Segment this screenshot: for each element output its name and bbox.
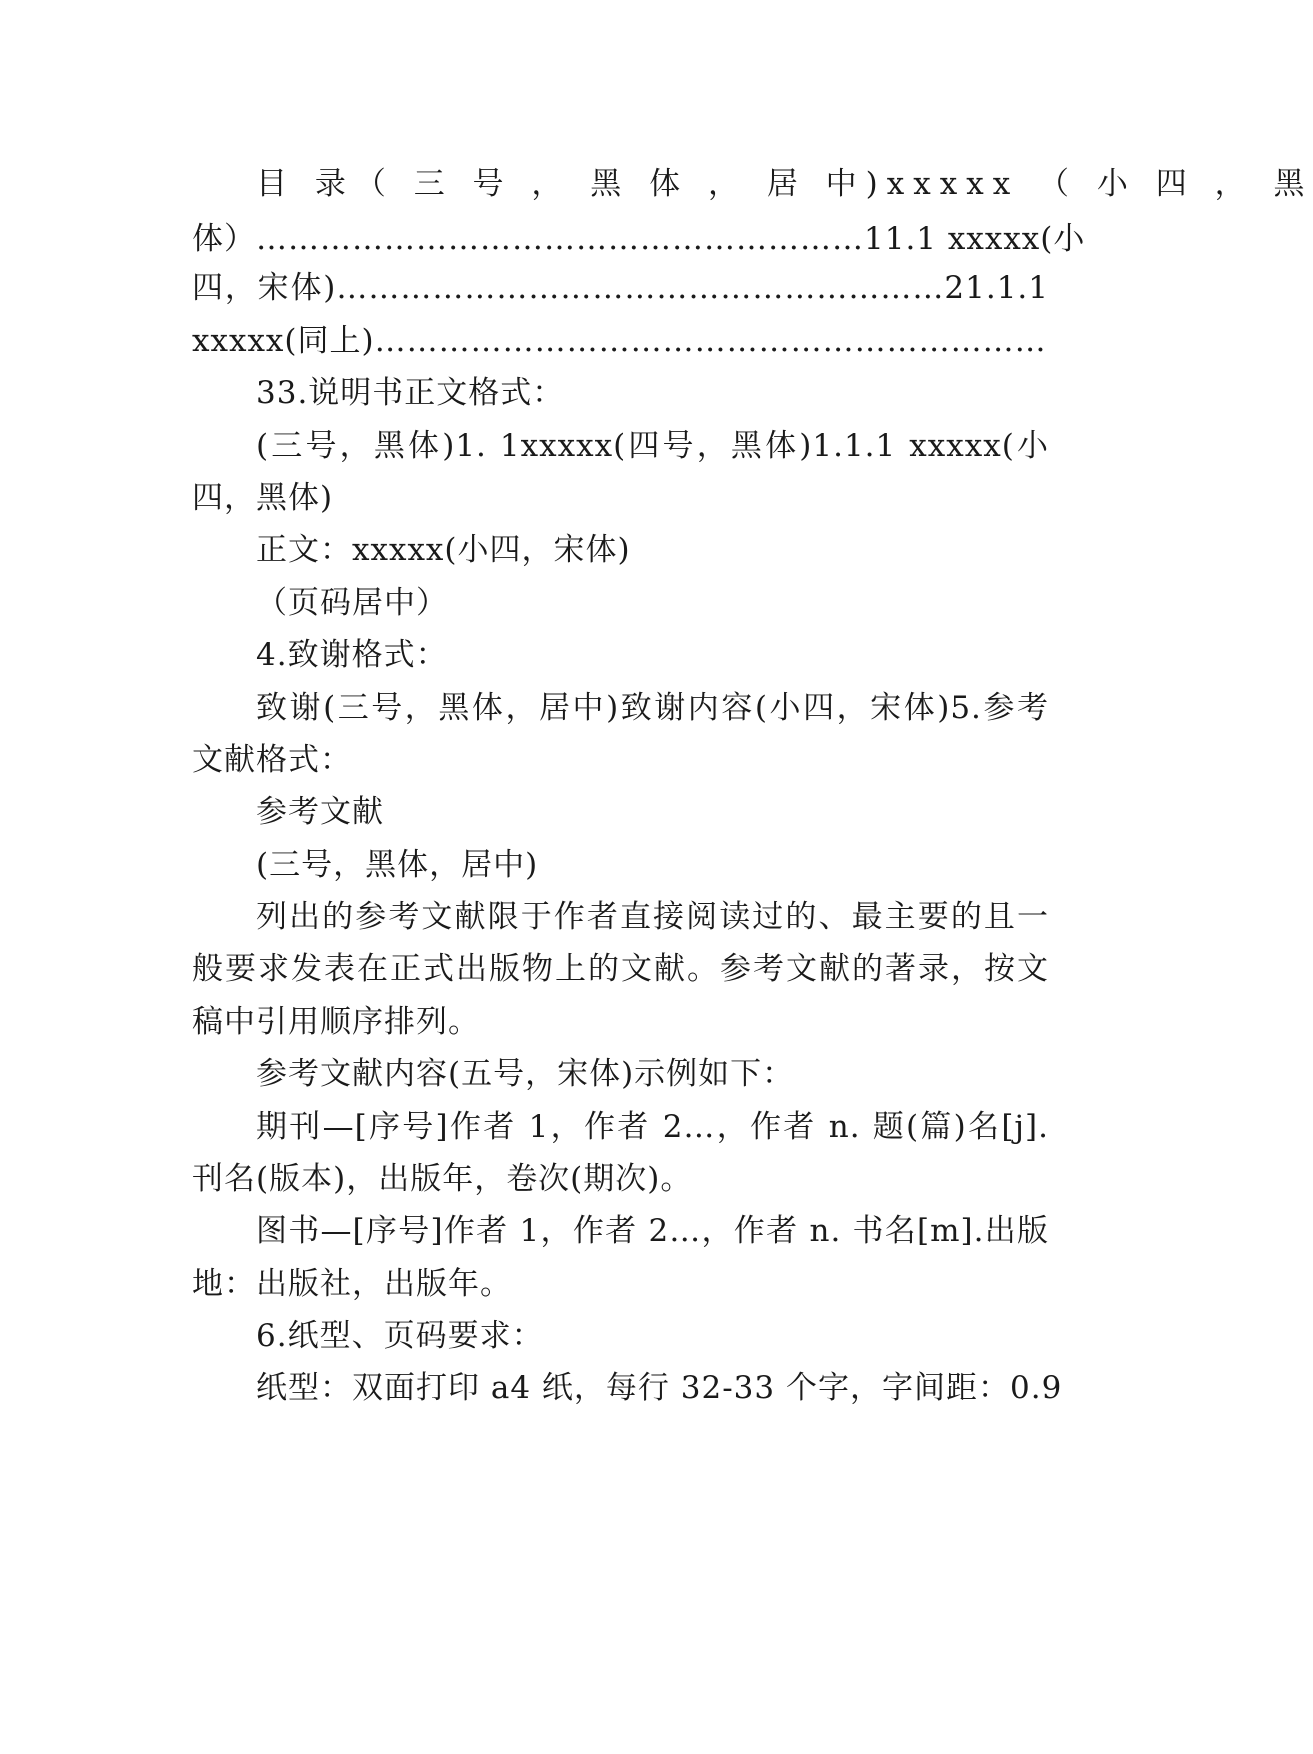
acknowledgement-format-line-1: 致谢(三号，黑体，居中)致谢内容(小四，宋体)5.参考 <box>256 690 1049 726</box>
body-format-heading: 33.说明书正文格式： <box>256 375 565 411</box>
body-text-format: 正文：xxxxx(小四，宋体) <box>256 532 631 568</box>
toc-format-line-3: 四，宋体)…………………………………………………21.1.1 <box>192 270 1049 306</box>
book-example-line-1: 图书—[序号]作者 1，作者 2…，作者 n. 书名[m].出版 <box>256 1213 1049 1249</box>
journal-example-line-1: 期刊—[序号]作者 1，作者 2…，作者 n. 题(篇)名[j]. <box>256 1109 1049 1145</box>
toc-format-line-2: 体）…………………………………………………11.1 xxxxx(小 <box>192 221 1086 257</box>
acknowledgement-format-line-2: 文献格式： <box>192 742 352 778</box>
toc-format-line-4: xxxxx(同上)……………………………………………………… <box>192 323 1047 359</box>
references-rule-line-2: 般要求发表在正式出版物上的文献。参考文献的著录，按文 <box>192 951 1049 987</box>
page-number-note: （页码居中） <box>256 585 448 621</box>
acknowledgement-heading: 4.致谢格式： <box>256 637 448 673</box>
references-rule-line-3: 稿中引用顺序排列。 <box>192 1004 480 1040</box>
references-title: 参考文献 <box>256 794 384 830</box>
references-title-format: (三号，黑体，居中) <box>256 847 539 883</box>
references-example-intro: 参考文献内容(五号，宋体)示例如下： <box>256 1056 795 1092</box>
references-rule-line-1: 列出的参考文献限于作者直接阅读过的、最主要的且一 <box>256 899 1049 935</box>
book-example-line-2: 地：出版社，出版年。 <box>192 1266 512 1302</box>
paper-requirements-text: 纸型：双面打印 a4 纸，每行 32-33 个字，字间距：0.9 <box>256 1370 1063 1406</box>
paper-requirements-heading: 6.纸型、页码要求： <box>256 1318 544 1354</box>
toc-format-line-1: 目 录（ 三 号 ， 黑 体 ， 居 中)xxxxx （ 小 四 ， 黑 <box>256 166 1313 202</box>
body-format-line-1: (三号，黑体)1. 1xxxxx(四号，黑体)1.1.1 xxxxx(小 <box>256 428 1049 464</box>
body-format-line-2: 四，黑体) <box>192 480 334 516</box>
journal-example-line-2: 刊名(版本)，出版年，卷次(期次)。 <box>192 1161 693 1197</box>
